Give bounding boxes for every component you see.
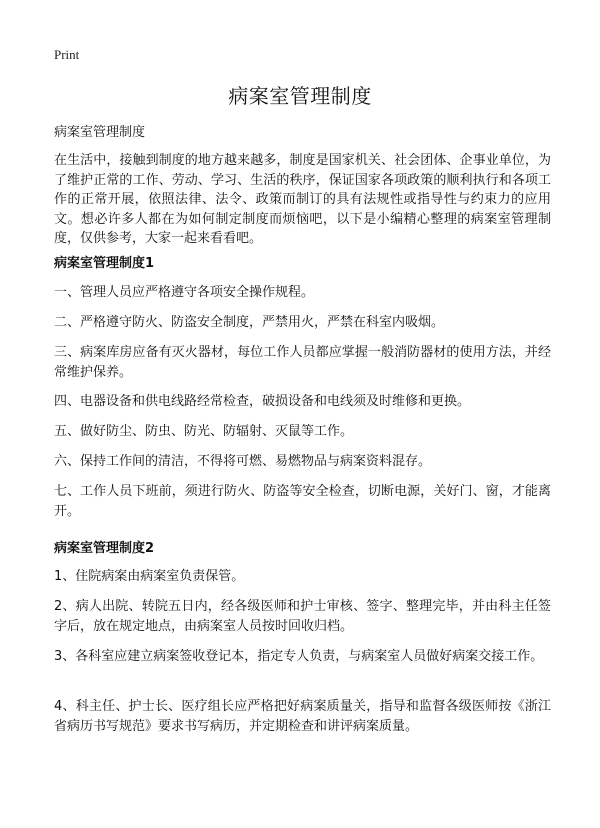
section-heading-1: 病案室管理制度1: [54, 256, 155, 271]
section-1-item-5: 五、做好防尘、防虫、防光、防辐射、灭鼠等工作。: [54, 424, 354, 439]
section-heading-2: 病案室管理制度2: [54, 541, 155, 556]
section-1-item-6: 六、保持工作间的清洁，不得将可燃、易燃物品与病案资料混存。: [54, 454, 432, 469]
section-2-item-2: 2、病人出院、转院五日内，经各级医师和护士审核、签字、整理完毕，并由科主任签字后，放在规定地点，由病案室人员按时回收归档。: [54, 599, 551, 634]
section-1-item-7: 七、工作人员下班前，须进行防火、防盗等安全检查，切断电源，关好门、窗，才能离开。: [54, 484, 551, 519]
intro-paragraph: 在生活中，接触到制度的地方越来越多，制度是国家机关、社会团体、企事业单位，为了维护正常的工作、劳动、学习、生活的秩序，保证国家各项政策的顺利执行和各项工作的正常开展，依照法律、法令、政策而制订的具有法规性或指导性与约束力的应用文。想必许多人都在为如何制定制度而烦恼吧，以下是小编精心整理的病案室管理制度，仅供参考，大家一起来看看吧。: [54, 153, 551, 246]
section-1-item-1: 一、管理人员应严格遵守各项安全操作规程。: [54, 285, 315, 300]
section-2-item-3: 3、各科室应建立病案签收登记本，指定专人负责，与病案室人员做好病案交接工作。: [54, 649, 544, 664]
section-1-item-4: 四、电器设备和供电线路经常检查，破损设备和电线须及时维修和更换。: [54, 394, 471, 409]
section-1-item-2: 二、严格遵守防火、防盗安全制度，严禁用火，严禁在科室内吸烟。: [54, 315, 445, 330]
document-title: 病案室管理制度: [228, 84, 372, 108]
print-link[interactable]: Print: [54, 47, 80, 62]
document-subtitle: 病案室管理制度: [54, 125, 146, 140]
section-1-item-3: 三、病案库房应备有灭火器材，每位工作人员都应掌握一般消防器材的使用方法，并经常维护保养。: [54, 345, 551, 380]
section-2-item-1: 1、住院病案由病案室负责保管。: [54, 569, 245, 584]
section-2-item-4: 4、科主任、护士长、医疗组长应严格把好病案质量关，指导和监督各级医师按《浙江省病历书写规范》要求书写病历，并定期检查和讲评病案质量。: [54, 699, 551, 734]
